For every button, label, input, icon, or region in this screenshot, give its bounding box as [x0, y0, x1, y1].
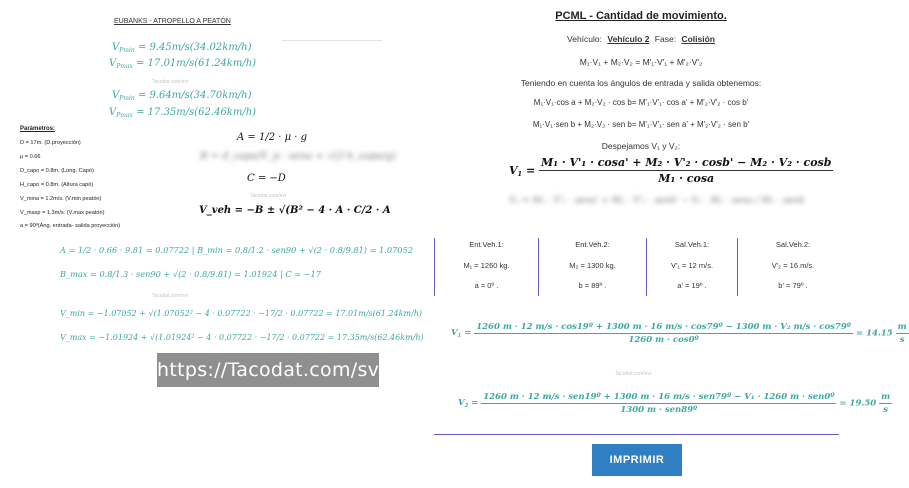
watermark-small-3: Tacodat.com/svr	[152, 293, 189, 299]
watermark-small-1: Tacodat.com/svr	[152, 79, 189, 85]
v1-formula-denominator: M₁ · cosa	[658, 172, 715, 185]
calc-a-bmin: A = 1/2 · 0.66 · 9.81 = 0.07722 | B_min = 0.8/1.2 · sen90 + √(2 · 0.8/9.81) = 1.07052	[60, 245, 413, 255]
vp-min-secondary: $V_{Pmin} = 9.64m/s(34.70km/h)$	[112, 90, 252, 102]
v2-formula-blurred: V₂ = M₁ · V'₁ · sena' + M₂ · V'₂ · senb' − V₁ · M₁ · sena / M₂ · senb	[509, 196, 805, 206]
v1-result: $V_1$ = 1260 m · 12 m/s · cos19º + 1300 m · 16 m/s · cos79º − 1300 m · V₂ m/s · cos79º 1260 m · cos0º = 14.15 $\frac{m}{s}$	[451, 322, 907, 345]
watermark-small-right: Tacodat.com/svr	[615, 371, 652, 377]
vehicle-phase-row	[425, 34, 857, 44]
vp-max-prelim: $V_{Pmax} = 17.01m/s(61.24km/h)$	[109, 58, 257, 70]
formula-vveh: V_veh = −B ± √(B² − 4 · A · C/2 · A	[199, 205, 391, 216]
url-watermark: https://Tacodat.com/svr	[157, 353, 379, 387]
vp-min-prelim: $V_{Pmin} = 9.45m/s(34.02km/h)$	[112, 42, 252, 54]
v1-result-numerator: 1260 m · 12 m/s · cos19º + 1300 m · 16 m/s · cos79º − 1300 m · V₂ m/s · cos79º	[476, 322, 852, 332]
pcml-title: PCML - Cantidad de movimiento.	[555, 10, 727, 22]
calc-vmin: V_min = −1.07052 + √(1.07052² − 4 · 0.07722 · −17/2 · 0.07722 = 17.01m/s(61.24km/h)	[60, 309, 423, 318]
calc-vmax: V_max = −1.01924 + √(1.01924² − 4 · 0.07722 · −17/2 · 0.07722 = 17.35m/s(62.46km/h)	[60, 333, 424, 342]
formula-b-blurred: B = d_capo/V_p · sena + √(2·h_capo/g)	[200, 151, 397, 162]
v2-result-value: = 19.50	[839, 398, 877, 409]
param-hcapo: H_capo = 0.8m. (Altura capó)	[20, 182, 94, 188]
formula-c: C = −D	[247, 173, 286, 184]
table-cell-bp: b' = 79º .	[778, 281, 808, 290]
table-header-ent2: Ent.Veh.2:	[575, 240, 610, 249]
vp-max-secondary: $V_{Pmax} = 17.35m/s(62.46km/h)$	[109, 107, 257, 119]
divider-line	[282, 40, 382, 41]
vehicle-label: Vehículo:	[567, 34, 602, 44]
table-cell-m2: M₂ = 1300 kg.	[569, 261, 616, 270]
v2-result-unit: $\frac{m}{s}$	[881, 392, 891, 415]
eq-sen: M₁·V₁·sen b + M₂·V₂ · sen b= M'₁·V'₁· sen a' + M'₂·V'₂ · sen b'	[532, 120, 750, 129]
results-divider	[434, 434, 839, 435]
v1-result-value: = 14.15	[855, 328, 893, 339]
param-dcapo: D_capo = 0.8m. (Long. Capó)	[20, 168, 94, 174]
table-cell-b: b = 89º .	[578, 281, 607, 290]
table-cell-m1: M₁ = 1260 kg.	[463, 261, 510, 270]
eq-momentum: M₁·V₁ + M₂·V₂ = M'₁·V'₁ + M'₂·V'₂	[579, 57, 703, 67]
param-vmin: V_mina = 1.2m/s. (V.min peatón)	[20, 196, 102, 202]
v1-formula: $V_1$ = $\frac{\text{M₁ · V'₁ · cosa' + M₂ · V'₂ · cosb' − M₂ · V₂ · cosb}}{\text{M₁ · cosa}}$	[509, 156, 832, 185]
table-cell-a: a = 0º .	[474, 281, 499, 290]
v1-formula-numerator: M₁ · V'₁ · cosa' + M₂ · V'₂ · cosb' − M₂ · V₂ · cosb	[541, 156, 832, 169]
solve-note: Despejamos V₁ y V₂:	[601, 141, 681, 151]
table-header-sal1: Sal.Veh.1:	[674, 240, 710, 249]
table-header-ent1: Ent.Veh.1:	[469, 240, 504, 249]
phase-label: Fase:	[654, 34, 677, 44]
param-angle: a = 90º(Áng. entrada- salida proyección)	[20, 223, 121, 229]
v2-result: $V_2$ = 1260 m · 12 m/s · sen19º + 1300 m · 16 m/s · sen79º − V₁ · 1260 m · sen0º 1300 m · sen89º = 19.50 $\frac{m}{s}$	[458, 392, 891, 415]
calc-bmax-c: B_max = 0.8/1.3 · sen90 + √(2 · 0.8/9.81) = 1.01924 | C = −17	[60, 269, 321, 279]
v2-result-numerator: 1260 m · 12 m/s · sen19º + 1300 m · 16 m/s · sen79º − V₁ · 1260 m · sen0º	[483, 392, 835, 402]
v1-result-unit: $\frac{m}{s}$	[897, 322, 907, 345]
angles-note: Teniendo en cuenta los ángulos de entrada y salida obtenemos:	[520, 78, 762, 88]
vehicle-link[interactable]: Vehículo 2	[607, 34, 650, 44]
pcml-panel	[425, 0, 907, 488]
eq-cos: M₁·V₁·cos a + M₂·V₂ · cos b= M'₁·V'₁· cos a' + M'₂·V'₂ · cos b'	[533, 98, 749, 107]
eubanks-title: EUBANKS - ATROPELLO A PEATÓN	[114, 18, 231, 25]
table-cell-ap: a' = 19º .	[677, 281, 707, 290]
v1-result-denominator: 1260 m · cos0º	[628, 335, 699, 345]
formula-a: A = 1/2 · μ · g	[237, 132, 308, 143]
table-cell-v1p: V'₁ = 12 m/s.	[670, 261, 714, 270]
eubanks-panel	[0, 0, 424, 488]
param-distance: D = 17m. (D.proyección)	[20, 140, 81, 146]
phase-link[interactable]: Colisión	[681, 34, 715, 44]
watermark-small-2: Tacodat.com/svr	[250, 193, 287, 199]
print-button[interactable]: IMPRIMIR	[592, 444, 682, 476]
param-mu: μ = 0.66	[20, 154, 41, 160]
table-header-sal2: Sal.Veh.2:	[775, 240, 811, 249]
v2-result-denominator: 1300 m · sen89º	[620, 405, 698, 415]
table-cell-v2p: V'₂ = 16 m/s.	[771, 261, 815, 270]
param-vmax: V_maxp = 1.3m/s. (V.max peatón)	[20, 210, 105, 216]
params-title: Parámetros:	[20, 126, 56, 132]
